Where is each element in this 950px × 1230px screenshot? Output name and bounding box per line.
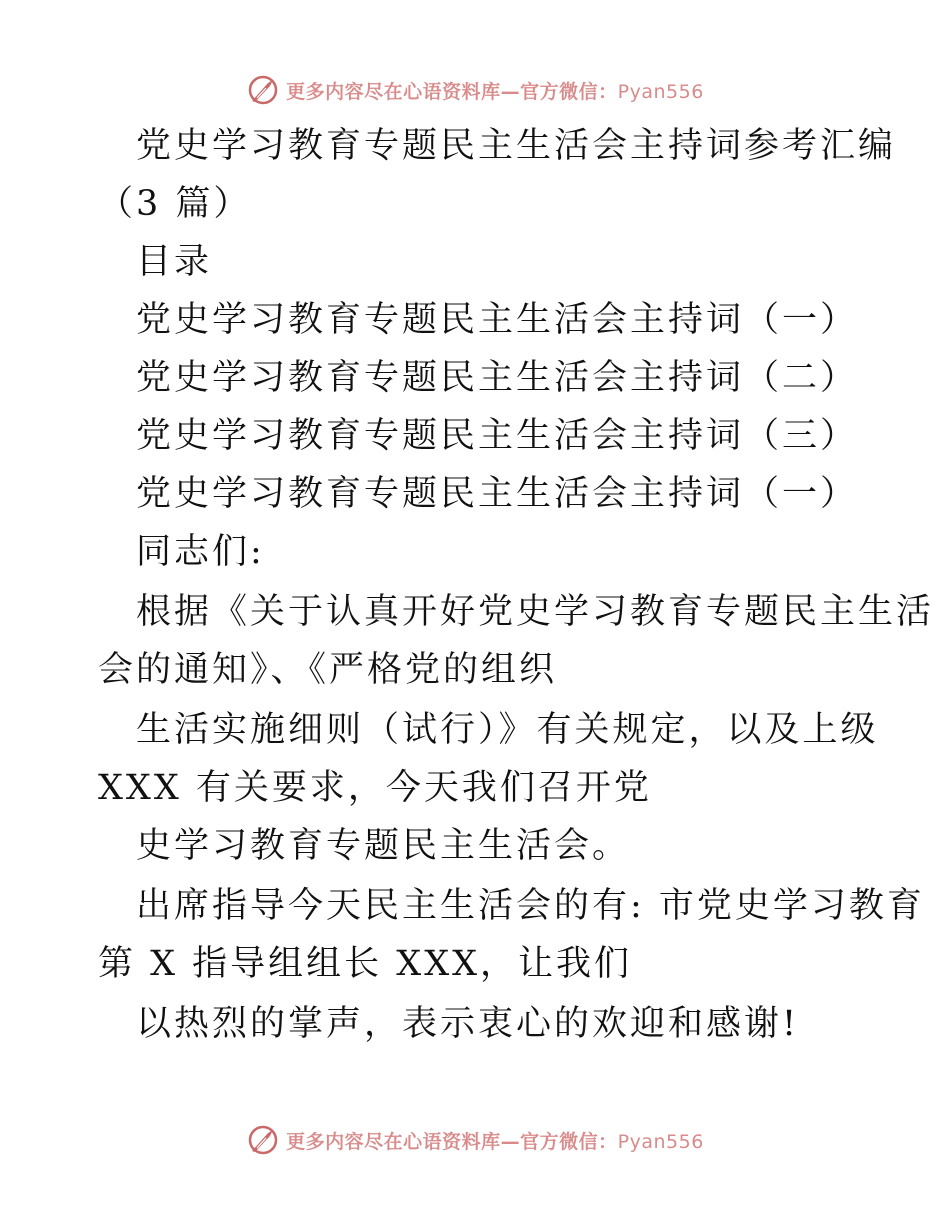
document-title: 党史学习教育专题民主生活会主持词参考汇编: [136, 126, 897, 166]
greeting: 同志们:: [136, 532, 265, 572]
quill-pen-icon: [246, 73, 280, 107]
toc-heading: 目录: [136, 242, 213, 282]
quill-pen-icon: [246, 1123, 280, 1157]
footer-watermark: [0, 1120, 950, 1160]
paragraph-line: 生活实施细则（试行）》有关规定，以及上级: [136, 710, 879, 750]
watermark-wechat-id: Pyan556: [617, 80, 704, 103]
toc-item: 党史学习教育专题民主生活会主持词（二）: [136, 358, 859, 398]
paragraph-line: 第 X 指导组组长 XXX，让我们: [98, 944, 633, 984]
paragraph-line: 会的通知》、《严格党的组织: [98, 650, 558, 690]
watermark-wechat-id: Pyan556: [617, 1130, 704, 1153]
section-heading: 党史学习教育专题民主生活会主持词（一）: [136, 474, 859, 514]
toc-item: 党史学习教育专题民主生活会主持词（三）: [136, 416, 859, 456]
paragraph-line: 以热烈的掌声，表示衷心的欢迎和感谢!: [136, 1004, 800, 1044]
paragraph-line: 根据《关于认真开好党史学习教育专题民主生活: [136, 592, 935, 632]
document-title-count: （3 篇）: [98, 184, 252, 224]
header-watermark: [0, 70, 950, 110]
toc-item: 党史学习教育专题民主生活会主持词（一）: [136, 300, 859, 340]
watermark-text: 更多内容尽在心语资料库—官方微信：Pyan556: [286, 80, 704, 103]
paragraph-line: XXX 有关要求，今天我们召开党: [98, 768, 652, 808]
paragraph-line: 史学习教育专题民主生活会。: [136, 826, 631, 866]
watermark-text: 更多内容尽在心语资料库—官方微信：Pyan556: [286, 1130, 704, 1153]
paragraph-line: 出席指导今天民主生活会的有: 市党史学习教育: [136, 886, 925, 926]
